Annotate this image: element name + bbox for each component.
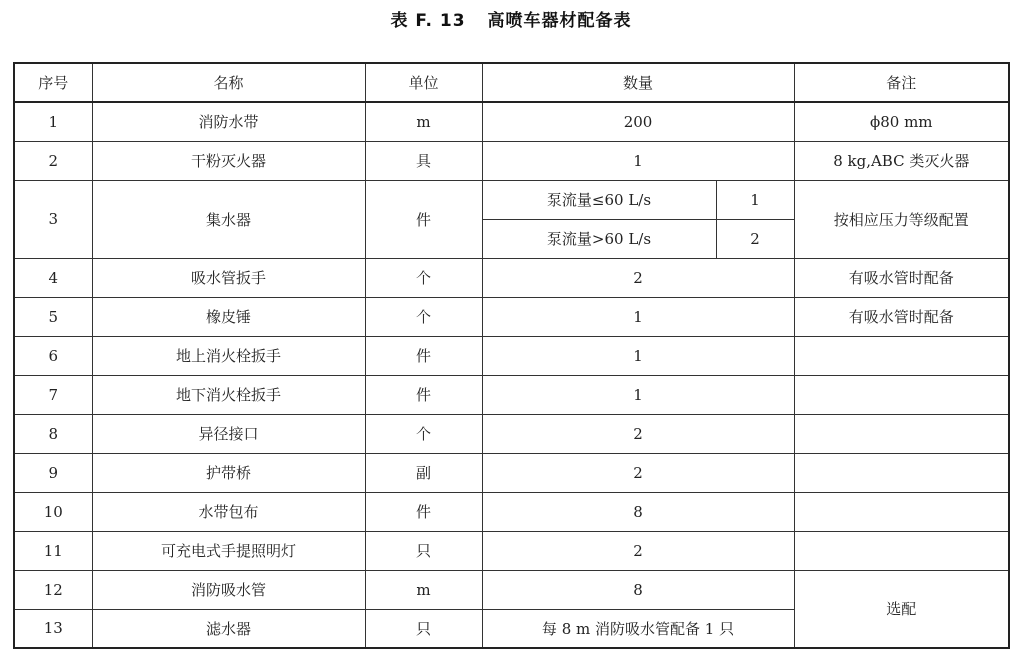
cell-seq: 1 <box>14 102 92 141</box>
cell-seq: 6 <box>14 336 92 375</box>
cell-unit: m <box>365 570 482 609</box>
cell-name: 消防吸水管 <box>92 570 365 609</box>
table-row <box>14 297 1009 336</box>
cell-qty-condition: 泵流量>60 L/s <box>482 219 716 258</box>
cell-qty: 8 <box>482 492 794 531</box>
cell-qty-value: 2 <box>716 219 794 258</box>
cell-qty: 1 <box>482 297 794 336</box>
cell-unit: 只 <box>365 609 482 648</box>
cell-seq: 9 <box>14 453 92 492</box>
cell-note <box>794 375 1009 414</box>
header-name: 名称 <box>92 63 365 102</box>
table-row <box>14 414 1009 453</box>
cell-name: 消防水带 <box>92 102 365 141</box>
cell-name: 护带桥 <box>92 453 365 492</box>
cell-qty: 1 <box>482 141 794 180</box>
cell-unit: m <box>365 102 482 141</box>
cell-seq: 2 <box>14 141 92 180</box>
header-note: 备注 <box>794 63 1009 102</box>
cell-qty: 200 <box>482 102 794 141</box>
cell-unit: 个 <box>365 258 482 297</box>
table-row <box>14 102 1009 141</box>
table-row <box>14 141 1009 180</box>
cell-name: 橡皮锤 <box>92 297 365 336</box>
header-row <box>14 63 1009 102</box>
cell-note: 选配 <box>794 570 1009 648</box>
cell-note: 有吸水管时配备 <box>794 297 1009 336</box>
table-row <box>14 492 1009 531</box>
cell-name: 异径接口 <box>92 414 365 453</box>
cell-unit: 件 <box>365 180 482 258</box>
cell-note <box>794 531 1009 570</box>
cell-name: 集水器 <box>92 180 365 258</box>
cell-seq: 7 <box>14 375 92 414</box>
cell-unit: 个 <box>365 297 482 336</box>
cell-note: ϕ80 mm <box>794 102 1009 141</box>
cell-name: 吸水管扳手 <box>92 258 365 297</box>
cell-note <box>794 336 1009 375</box>
cell-qty: 1 <box>482 375 794 414</box>
table-row <box>14 180 1009 219</box>
cell-qty: 2 <box>482 414 794 453</box>
cell-name: 滤水器 <box>92 609 365 648</box>
cell-qty: 2 <box>482 258 794 297</box>
cell-qty-value: 1 <box>716 180 794 219</box>
table-caption <box>0 6 1022 36</box>
cell-seq: 13 <box>14 609 92 648</box>
cell-unit: 件 <box>365 375 482 414</box>
cell-seq: 11 <box>14 531 92 570</box>
cell-name: 地下消火栓扳手 <box>92 375 365 414</box>
cell-unit: 只 <box>365 531 482 570</box>
cell-qty-condition: 泵流量≤60 L/s <box>482 180 716 219</box>
table-row <box>14 375 1009 414</box>
cell-name: 地上消火栓扳手 <box>92 336 365 375</box>
table-row <box>14 336 1009 375</box>
cell-unit: 具 <box>365 141 482 180</box>
table-number: 表 F. 13 <box>390 11 466 31</box>
cell-seq: 5 <box>14 297 92 336</box>
cell-unit: 件 <box>365 492 482 531</box>
table-row <box>14 570 1009 609</box>
cell-unit: 个 <box>365 414 482 453</box>
cell-qty: 8 <box>482 570 794 609</box>
table-row <box>14 453 1009 492</box>
cell-note: 有吸水管时配备 <box>794 258 1009 297</box>
cell-note: 8 kg,ABC 类灭火器 <box>794 141 1009 180</box>
cell-qty: 1 <box>482 336 794 375</box>
cell-qty: 2 <box>482 531 794 570</box>
cell-seq: 10 <box>14 492 92 531</box>
cell-seq: 12 <box>14 570 92 609</box>
cell-note <box>794 492 1009 531</box>
table-title: 高喷车器材配备表 <box>487 11 632 31</box>
cell-seq: 3 <box>14 180 92 258</box>
cell-qty: 2 <box>482 453 794 492</box>
header-seq: 序号 <box>14 63 92 102</box>
table-row <box>14 531 1009 570</box>
cell-note: 按相应压力等级配置 <box>794 180 1009 258</box>
cell-qty: 每 8 m 消防吸水管配备 1 只 <box>482 609 794 648</box>
cell-note <box>794 453 1009 492</box>
cell-unit: 副 <box>365 453 482 492</box>
cell-name: 可充电式手提照明灯 <box>92 531 365 570</box>
cell-seq: 8 <box>14 414 92 453</box>
cell-name: 水带包布 <box>92 492 365 531</box>
cell-note <box>794 414 1009 453</box>
table-row <box>14 258 1009 297</box>
cell-unit: 件 <box>365 336 482 375</box>
equipment-table <box>13 62 1010 649</box>
header-qty: 数量 <box>482 63 794 102</box>
header-unit: 单位 <box>365 63 482 102</box>
cell-name: 干粉灭火器 <box>92 141 365 180</box>
cell-seq: 4 <box>14 258 92 297</box>
